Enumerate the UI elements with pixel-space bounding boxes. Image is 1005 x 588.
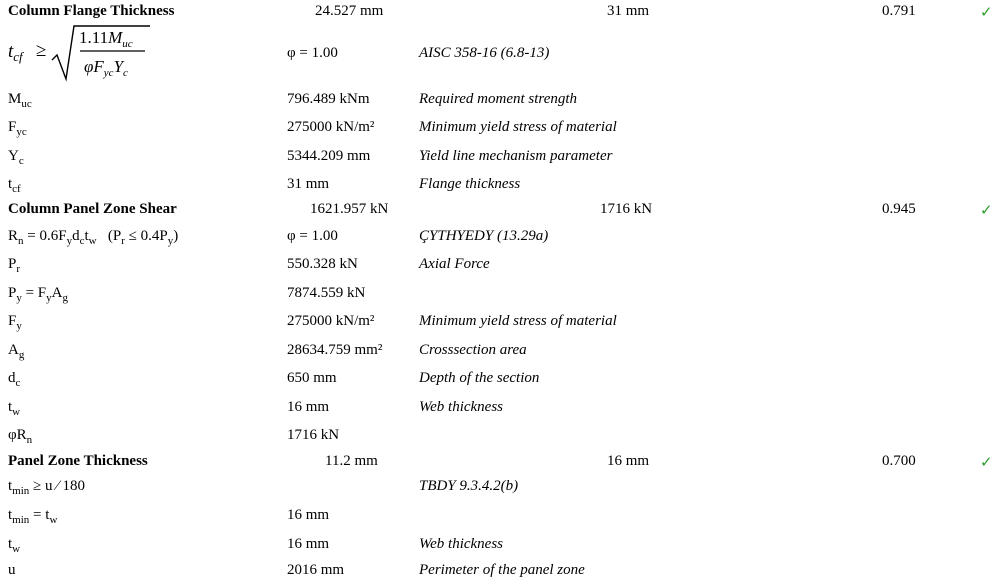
param-description: Yield line mechanism parameter	[419, 148, 613, 164]
required-value: 1621.957 kN	[310, 201, 389, 217]
param-symbol: $d_c$	[8, 370, 21, 389]
formula-lhs: $t_{cf}$	[8, 41, 23, 64]
phi-value: φ = 1.00	[287, 45, 338, 61]
param-description: Axial Force	[419, 256, 490, 272]
section-title: Panel Zone Thickness	[8, 453, 148, 469]
param-description: Flange thickness	[419, 176, 521, 192]
param-description: Web thickness	[419, 536, 504, 552]
check-icon: ✓	[980, 455, 993, 471]
required-value: 24.527 mm	[315, 3, 384, 19]
param-symbol: $Y_c$	[8, 148, 24, 167]
param-description: Minimum yield stress of material	[419, 313, 617, 329]
param-symbol: $M_{uc}$	[8, 91, 32, 110]
ratio-value: 0.700	[882, 453, 916, 469]
check-icon: ✓	[980, 203, 993, 219]
formula-numerator: $1.11M_{uc}$	[79, 28, 133, 50]
param-description: Crosssection area	[419, 342, 527, 358]
param-symbol: $F_y$	[8, 313, 22, 332]
tmin-eq-formula: $t_{min} = t_w$	[8, 507, 58, 526]
param-description: Depth of the section	[419, 370, 540, 386]
param-description: Required moment strength	[419, 91, 578, 107]
provided-value: 1716 kN	[600, 201, 653, 217]
phi-value: φ = 1.00	[287, 228, 338, 244]
section-title: Column Panel Zone Shear	[8, 201, 177, 217]
param-value: 2016 mm	[287, 562, 345, 578]
param-symbol: $t_w$	[8, 536, 21, 555]
param-value: 650 mm	[287, 370, 337, 386]
param-value: 550.328 kN	[287, 256, 358, 272]
param-value: 28634.759 mm²	[287, 342, 383, 358]
param-description: Web thickness	[419, 399, 504, 415]
provided-value: 16 mm	[607, 453, 650, 469]
param-symbol: $A_g$	[8, 342, 25, 361]
param-symbol: $F_{yc}$	[8, 119, 27, 138]
ratio-value: 0.945	[882, 201, 916, 217]
rn-formula: $R_n = 0.6F_yd_ct_w$ $(P_r \le 0.4P_y)$	[8, 228, 179, 247]
param-value: 16 mm	[287, 399, 330, 415]
param-symbol: $\varphi R_n$	[8, 427, 33, 446]
param-value: 16 mm	[287, 536, 330, 552]
formula-ge: ≥	[36, 40, 47, 61]
param-symbol: $t_{cf}$	[8, 176, 21, 195]
code-reference: AISC 358-16 (6.8-13)	[419, 45, 550, 61]
param-value: 5344.209 mm	[287, 148, 371, 164]
param-value: 275000 kN/m²	[287, 313, 375, 329]
check-icon: ✓	[980, 5, 993, 21]
required-value: 11.2 mm	[325, 453, 378, 469]
param-value: 7874.559 kN	[287, 285, 366, 301]
param-value: 16 mm	[287, 507, 330, 523]
param-value: 796.489 kNm	[287, 91, 370, 107]
py-formula: $P_y = F_yA_g$	[8, 285, 68, 304]
ratio-value: 0.791	[882, 3, 916, 19]
param-value: 1716 kN	[287, 427, 340, 443]
param-symbol: $P_r$	[8, 256, 21, 275]
param-description: Perimeter of the panel zone	[419, 562, 585, 578]
param-value: 31 mm	[287, 176, 330, 192]
param-description: Minimum yield stress of material	[419, 119, 617, 135]
code-reference: TBDY 9.3.4.2(b)	[419, 478, 519, 494]
formula-denominator: $\varphi F_{yc}Y_c$	[84, 57, 128, 79]
code-reference: ÇYTHYEDY (13.29a)	[419, 228, 549, 244]
tmin-limit-formula: $t_{min} \ge u$ ⁄ 180	[8, 478, 86, 497]
provided-value: 31 mm	[607, 3, 650, 19]
param-symbol: $t_w$	[8, 399, 21, 418]
param-symbol: u	[8, 562, 16, 578]
section-title: Column Flange Thickness	[8, 3, 175, 19]
param-value: 275000 kN/m²	[287, 119, 375, 135]
flange-formula	[0, 24, 550, 86]
